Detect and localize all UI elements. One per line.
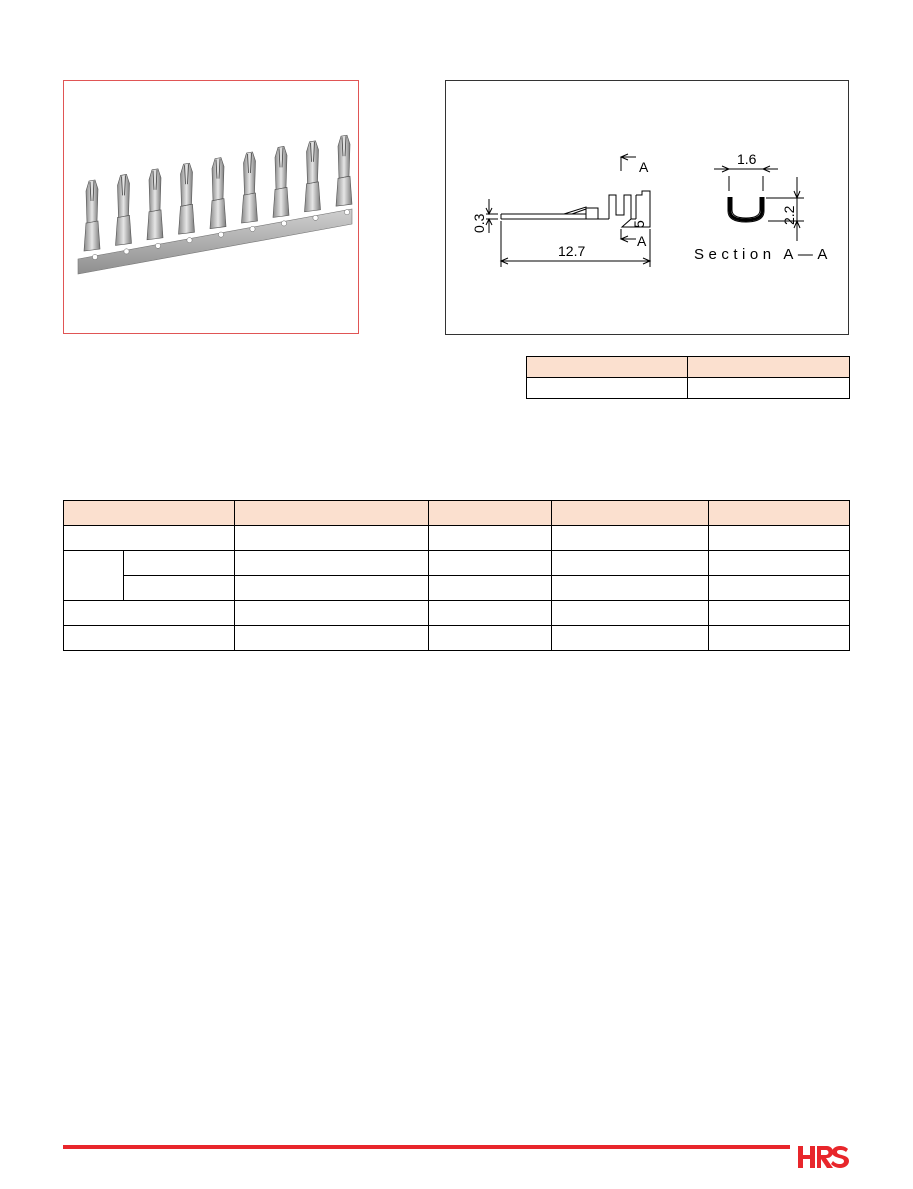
small-table-cell	[688, 378, 850, 399]
spec-cell	[124, 551, 235, 576]
spec-header-cell	[709, 501, 850, 526]
length-value: 12.7	[558, 243, 586, 259]
section-mark-a-top: A	[639, 159, 649, 175]
spec-cell	[552, 551, 709, 576]
crimp-contact	[116, 174, 132, 254]
spec-cell	[64, 601, 235, 626]
spec-cell	[235, 626, 429, 651]
crimp-contact	[305, 141, 321, 221]
spec-cell	[235, 576, 429, 601]
spec-group-cell	[64, 551, 124, 601]
small-table-header-cell	[688, 357, 850, 378]
table-row	[64, 551, 850, 576]
table-row	[64, 626, 850, 651]
section-marks	[621, 154, 649, 249]
spec-header-cell	[429, 501, 552, 526]
spec-table	[63, 500, 850, 651]
spec-cell	[552, 526, 709, 551]
spec-cell	[429, 551, 552, 576]
section-mark-a-bottom: A	[637, 233, 647, 249]
spec-cell	[235, 601, 429, 626]
spec-cell	[235, 526, 429, 551]
spec-cell	[64, 626, 235, 651]
spec-cell	[709, 601, 850, 626]
product-photo	[63, 80, 359, 334]
crimp-contact	[179, 163, 195, 243]
spec-cell	[429, 601, 552, 626]
table-row	[64, 601, 850, 626]
crimp-contact	[84, 180, 100, 260]
thickness-value: 0.3	[471, 213, 487, 233]
crimp-contact	[273, 146, 289, 226]
spec-cell	[552, 601, 709, 626]
spec-header-cell	[235, 501, 429, 526]
thickness-dimension	[471, 199, 498, 233]
spec-cell	[235, 551, 429, 576]
small-table-header	[527, 357, 850, 378]
spec-header-cell	[552, 501, 709, 526]
spec-table-header	[64, 501, 850, 526]
spec-cell	[429, 526, 552, 551]
hrs-logo	[796, 1140, 850, 1174]
spec-cell	[124, 576, 235, 601]
dimension-drawing	[445, 80, 849, 335]
section-view	[694, 151, 832, 263]
svg-text:5: 5	[631, 220, 647, 228]
section-label: Section A—A	[694, 246, 832, 263]
table-row	[64, 526, 850, 551]
spec-cell	[709, 551, 850, 576]
spec-header-cell	[64, 501, 235, 526]
crimp-contact	[210, 158, 226, 238]
crimp-contact-strip-image	[64, 81, 360, 335]
small-info-table	[526, 356, 850, 399]
crimp-contact	[242, 152, 258, 232]
small-table-cell	[527, 378, 688, 399]
spec-cell	[429, 626, 552, 651]
length-dimension	[501, 221, 650, 267]
spec-cell	[429, 576, 552, 601]
table-row	[64, 576, 850, 601]
footer-accent-bar	[63, 1145, 790, 1149]
table-row	[527, 378, 850, 399]
spec-cell	[709, 576, 850, 601]
contact-side-view	[501, 191, 650, 228]
crimp-contact	[336, 135, 352, 215]
small-table-header-cell	[527, 357, 688, 378]
height-value: 2.2	[781, 205, 797, 225]
crimp-contact	[147, 169, 163, 249]
spec-cell	[709, 626, 850, 651]
width-value: 1.6	[737, 151, 757, 167]
spec-cell	[552, 576, 709, 601]
spec-cell	[64, 526, 235, 551]
spec-cell	[552, 626, 709, 651]
spec-cell	[709, 526, 850, 551]
